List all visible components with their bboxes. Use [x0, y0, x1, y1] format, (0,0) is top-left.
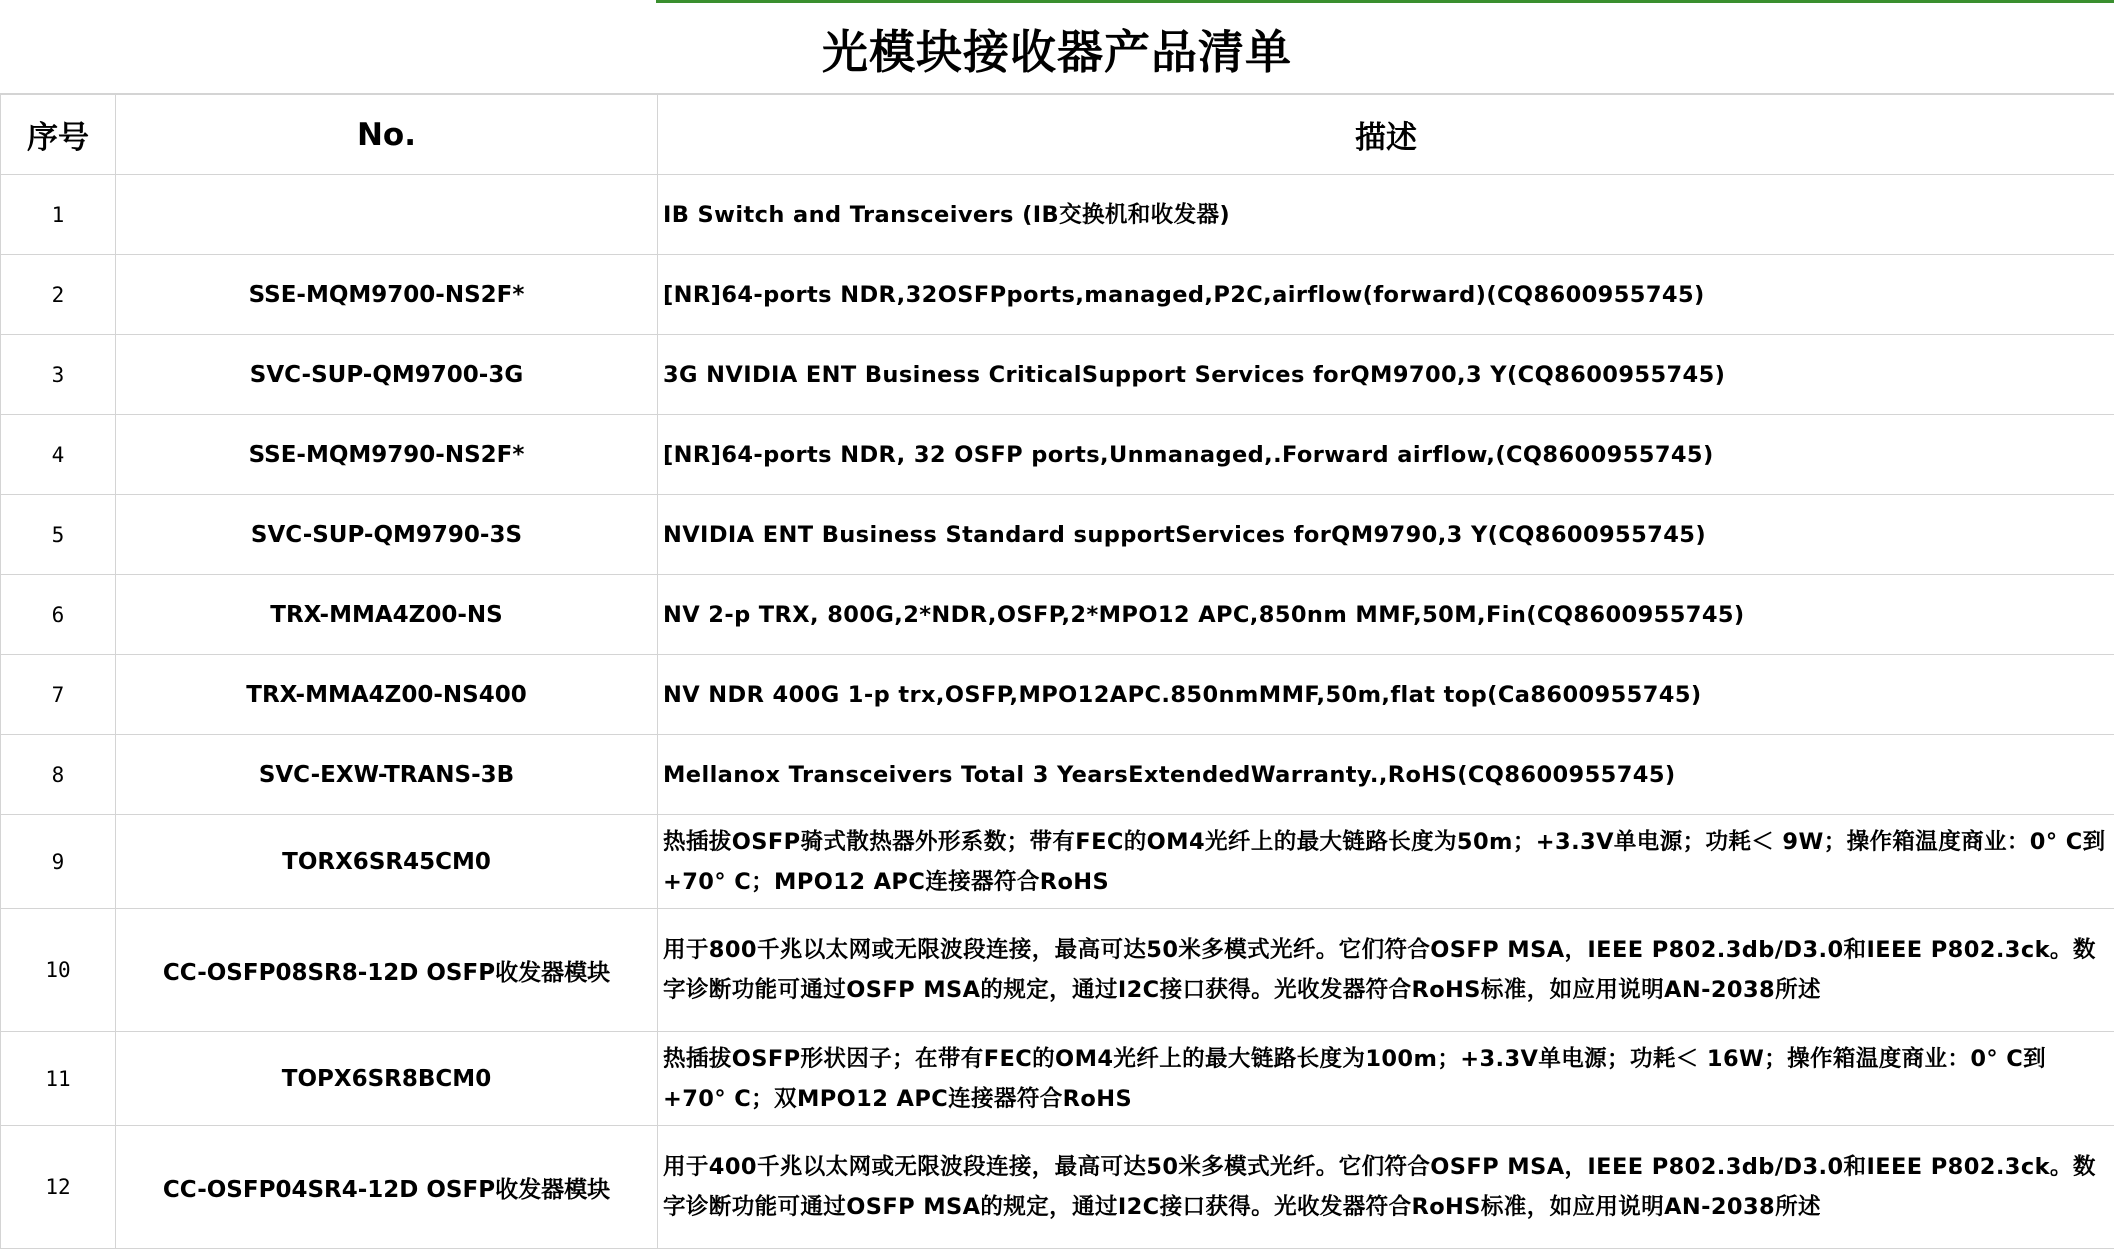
cell-desc: 热插拔OSFP骑式散热器外形系数；带有FEC的OM4光纤上的最大链路长度为50m；+3.3V单电源；功耗＜ 9W；操作箱温度商业：0° C到+70° C；MPO12 APC连接器符合RoHS: [658, 815, 2114, 909]
cell-seq: 11: [1, 1032, 116, 1126]
cell-seq: 10: [1, 909, 116, 1032]
cell-desc: NV NDR 400G 1-p trx,OSFP,MPO12APC.850nmMMF,50m,flat top(Ca8600955745): [658, 655, 2114, 735]
cell-seq: 5: [1, 495, 116, 575]
table-row: [1, 909, 2114, 1032]
cell-desc: Mellanox Transceivers Total 3 YearsExtendedWarranty.,RoHS(CQ8600955745): [658, 735, 2114, 815]
table-row: [1, 415, 2114, 495]
table-row: [1, 255, 2114, 335]
cell-no: CC-OSFP08SR8-12D OSFP收发器模块: [116, 909, 658, 1032]
cell-no: SVC-EXW-TRANS-3B: [116, 735, 658, 815]
cell-desc: IB Switch and Transceivers (IB交换机和收发器): [658, 175, 2114, 255]
cell-desc: 用于800千兆以太网或无限波段连接，最高可达50米多模式光纤。它们符合OSFP MSA，IEEE P802.3db/D3.0和IEEE P802.3ck。数字诊断功能可通过OSFP MSA的规定，通过I2C接口获得。光收发器符合RoHS标准，如应用说明AN-2038所述: [658, 909, 2114, 1032]
cell-seq: 2: [1, 255, 116, 335]
cell-no: [116, 175, 658, 255]
table-row: [1, 495, 2114, 575]
cell-seq: 7: [1, 655, 116, 735]
cell-desc: 3G NVIDIA ENT Business CriticalSupport Services forQM9700,3 Y(CQ8600955745): [658, 335, 2114, 415]
header-desc: 描述: [658, 95, 2114, 175]
cell-seq: 1: [1, 175, 116, 255]
cell-desc: 用于400千兆以太网或无限波段连接，最高可达50米多模式光纤。它们符合OSFP MSA，IEEE P802.3db/D3.0和IEEE P802.3ck。数字诊断功能可通过OSFP MSA的规定，通过I2C接口获得。光收发器符合RoHS标准，如应用说明AN-2038所述: [658, 1126, 2114, 1249]
cell-seq: 6: [1, 575, 116, 655]
header-row: [1, 95, 2114, 175]
cell-seq: 4: [1, 415, 116, 495]
cell-no: TORX6SR45CM0: [116, 815, 658, 909]
table-row: [1, 575, 2114, 655]
cell-no: CC-OSFP04SR4-12D OSFP收发器模块: [116, 1126, 658, 1249]
table-row: [1, 655, 2114, 735]
cell-no: SVC-SUP-QM9700-3G: [116, 335, 658, 415]
page-title: 光模块接收器产品清单: [0, 0, 2114, 94]
cell-no: TRX-MMA4Z00-NS400: [116, 655, 658, 735]
cell-desc: [NR]64-ports NDR,32OSFPports,managed,P2C,airflow(forward)(CQ8600955745): [658, 255, 2114, 335]
header-no: No.: [116, 95, 658, 175]
cell-no: TRX-MMA4Z00-NS: [116, 575, 658, 655]
cell-seq: 3: [1, 335, 116, 415]
table-row: [1, 735, 2114, 815]
product-table: [0, 94, 2114, 1249]
header-seq: 序号: [1, 95, 116, 175]
cell-seq: 12: [1, 1126, 116, 1249]
table-row: [1, 1032, 2114, 1126]
cell-desc: NV 2-p TRX, 800G,2*NDR,OSFP,2*MPO12 APC,850nm MMF,50M,Fin(CQ8600955745): [658, 575, 2114, 655]
cell-no: SSE-MQM9700-NS2F*: [116, 255, 658, 335]
cell-no: SVC-SUP-QM9790-3S: [116, 495, 658, 575]
cell-seq: 9: [1, 815, 116, 909]
table-row: [1, 815, 2114, 909]
cell-desc: [NR]64-ports NDR, 32 OSFP ports,Unmanaged,.Forward airflow,(CQ8600955745): [658, 415, 2114, 495]
cell-no: TOPX6SR8BCM0: [116, 1032, 658, 1126]
cell-seq: 8: [1, 735, 116, 815]
table-row: [1, 335, 2114, 415]
table-row: [1, 1126, 2114, 1249]
cell-no: SSE-MQM9790-NS2F*: [116, 415, 658, 495]
cell-desc: 热插拔OSFP形状因子；在带有FEC的OM4光纤上的最大链路长度为100m；+3.3V单电源；功耗＜ 16W；操作箱温度商业：0° C到+70° C；双MPO12 APC连接器符合RoHS: [658, 1032, 2114, 1126]
cell-desc: NVIDIA ENT Business Standard supportServices forQM9790,3 Y(CQ8600955745): [658, 495, 2114, 575]
table-row: [1, 175, 2114, 255]
